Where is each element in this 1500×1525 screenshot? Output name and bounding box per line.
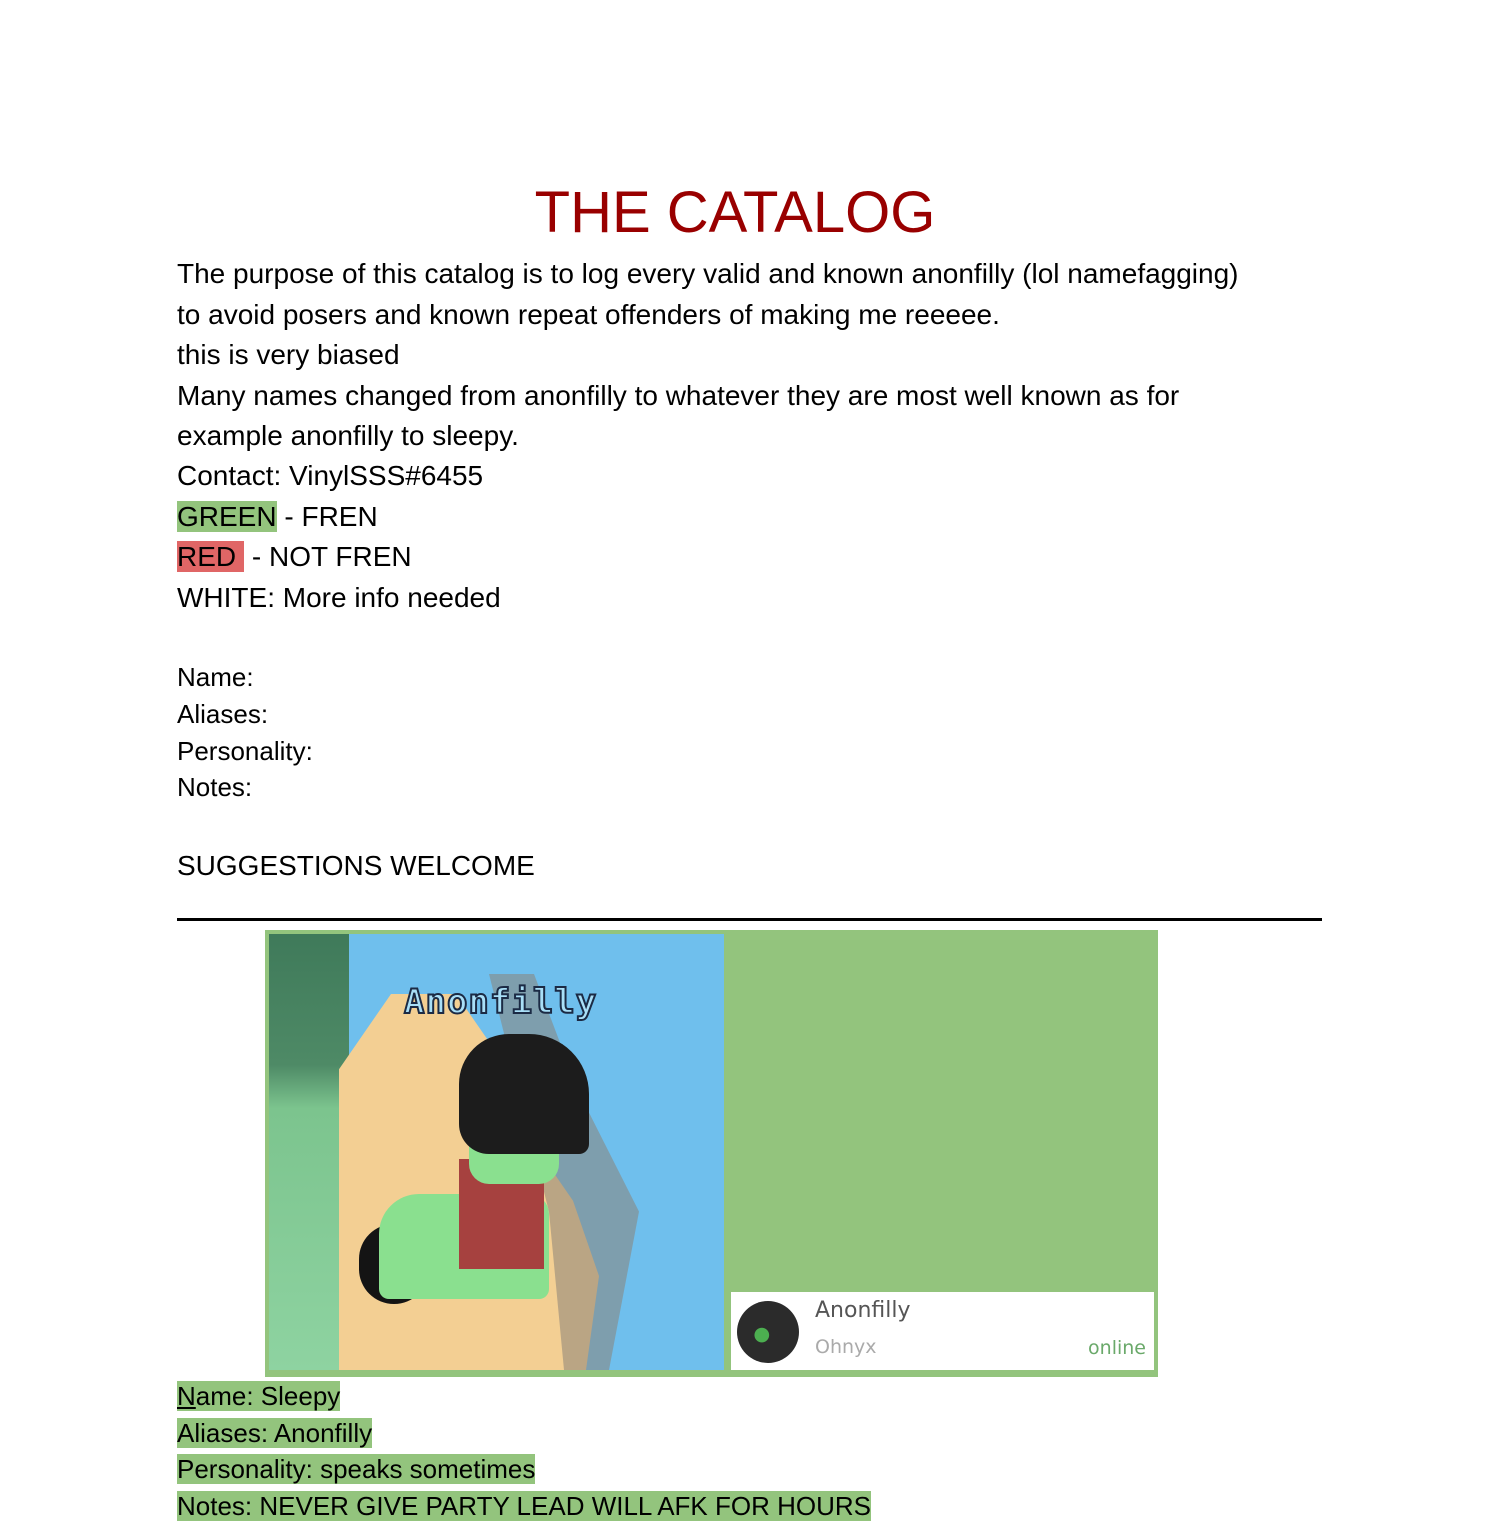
intro-line: to avoid posers and known repeat offenders of making me reeeee.: [177, 299, 1000, 330]
game-screenshot: [269, 934, 724, 1370]
entry-personality-text: Personality: speaks sometimes: [177, 1454, 536, 1484]
entry-name-rest: ame: Sleepy: [195, 1381, 341, 1411]
pony-hair-graphic: [459, 1034, 589, 1154]
status-badge: online: [1088, 1337, 1146, 1359]
template-field-notes: Notes:: [177, 772, 253, 802]
tree-graphic: [269, 934, 349, 1370]
card-username: Ohnyx: [815, 1336, 877, 1358]
legend-white: WHITE: More info needed: [177, 582, 501, 613]
page-title: THE CATALOG: [534, 180, 936, 245]
entry-name: [177, 1378, 340, 1415]
entry-aliases-text: Aliases: Anonfilly: [177, 1418, 373, 1448]
card-display-name: Anonfilly: [815, 1298, 911, 1323]
avatar: [737, 1301, 799, 1363]
green-desc: - FREN: [276, 501, 378, 532]
intro-line: The purpose of this catalog is to log every valid and known anonfilly (lol namefagging): [177, 258, 1239, 289]
entry-image: [265, 930, 1158, 1377]
entry-aliases: [177, 1415, 372, 1452]
entry-notes-text: Notes: NEVER GIVE PARTY LEAD WILL AFK FOR HOURS: [177, 1491, 872, 1521]
profile-card: [731, 1292, 1154, 1370]
horizontal-rule: [177, 918, 1322, 921]
green-label: GREEN: [177, 501, 277, 532]
template-field-name: Name:: [177, 662, 254, 692]
intro-line: this is very biased: [177, 339, 400, 370]
legend-green: [177, 497, 378, 537]
template-field-personality: Personality:: [177, 736, 313, 766]
contact-line: Contact: VinylSSS#6455: [177, 460, 484, 491]
entry-personality: [177, 1451, 535, 1488]
template-field-aliases: Aliases:: [177, 699, 269, 729]
intro-line: Many names changed from anonfilly to whatever they are most well known as for: [177, 380, 1180, 411]
intro-line: example anonfilly to sleepy.: [177, 420, 519, 451]
legend-red: [177, 537, 412, 577]
red-desc: - NOT FREN: [244, 541, 412, 572]
entry-name-first-letter: N: [177, 1381, 196, 1411]
suggestions-welcome: SUGGESTIONS WELCOME: [177, 850, 535, 881]
entry-notes: [177, 1488, 871, 1525]
red-label: RED: [177, 541, 244, 572]
game-nameplate: Anonfilly: [404, 982, 598, 1022]
